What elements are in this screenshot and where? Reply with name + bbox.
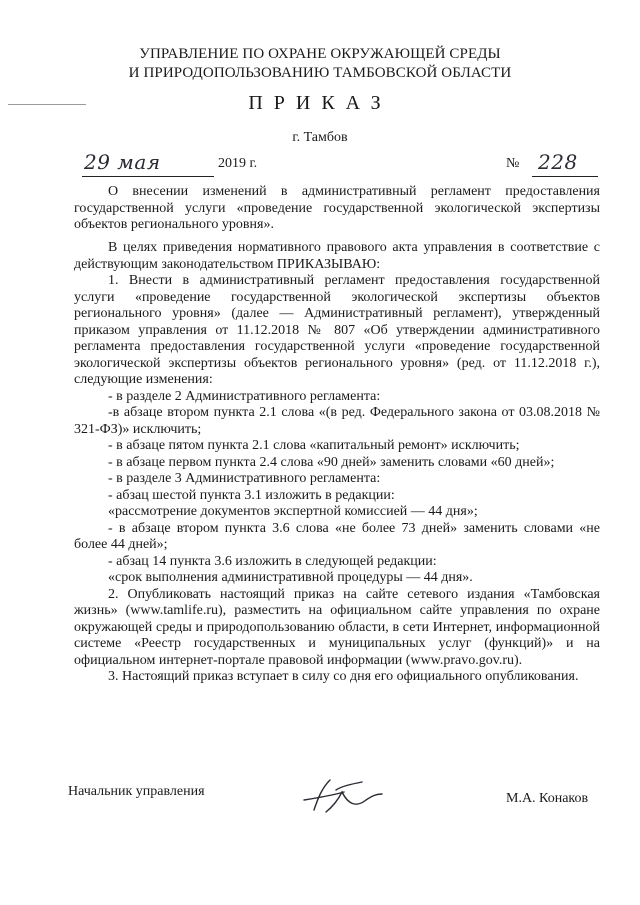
- document-year: 2019 г.: [218, 156, 258, 171]
- change-line: - в абзаце первом пункта 2.4 слова «90 дней» заменить словами «60 дней»;: [108, 454, 555, 470]
- date-field: [82, 152, 214, 177]
- change-line: -в абзаце втором пункта 2.1 слова «(в ред. Федерального закона от 03.08.2018 № 321-ФЗ)» исключить;: [74, 405, 600, 437]
- change-line: - абзац шестой пункта 3.1 изложить в редакции:: [108, 487, 395, 503]
- item-1-paragraph: 1. Внести в административный регламент предоставления государственной услуги «проведение государственной экологической экспертизы объектов регионального уровня» (далее — Административный регламент), утвержденный приказом управления от 11.12.2018 № 807 «Об утверждении административного регламента предоставления государственной услуги «проведение государственной экологической экспертизы объектов регионального уровня» (ред. от 11.12.2018 г.), следующие изменения:: [74, 273, 600, 387]
- handwritten-number: 228: [538, 150, 578, 174]
- change-line: - в абзаце втором пункта 3.6 слова «не более 73 дней» заменить словами «не более 44 дней»;: [74, 520, 600, 552]
- change-line: - в разделе 3 Административного регламента:: [108, 471, 381, 486]
- document-city: г. Тамбов: [292, 130, 348, 145]
- number-label: №: [506, 156, 520, 171]
- change-line: - в разделе 2 Административного регламента:: [108, 388, 381, 404]
- item-2-paragraph: 2. Опубликовать настоящий приказ на сайте сетевого издания «Тамбовская жизнь» (www.tamlife.ru), разместить на официальном сайте управления по охране окружающей среды и природопользованию области, в сети Интернет, информационной системе «Реестр государственных и муниципальных услуг (функций)» и на официальном интернет-портале правовой информации (www.pravo.gov.ru).: [74, 586, 600, 668]
- document-subject: О внесении изменений в административный регламент предоставления государственной услуги «проведение государственной экологической экспертизы объектов регионального уровня».: [74, 184, 600, 232]
- item-3-paragraph: 3. Настоящий приказ вступает в силу со дня его официального опубликования.: [108, 669, 579, 684]
- handwritten-date: 29 мая: [84, 150, 161, 174]
- change-line: «срок выполнения административной процедуры — 44 дня».: [108, 570, 473, 585]
- preamble-paragraph: В целях приведения нормативного правового акта управления в соответствие с действующим законодательством ПРИКАЗЫВАЮ:: [74, 240, 600, 272]
- authority-header-line-2: И ПРИРОДОПОЛЬЗОВАНИЮ ТАМБОВСКОЙ ОБЛАСТИ: [128, 65, 512, 81]
- handwritten-signature: [296, 770, 386, 820]
- signatory-position: Начальник управления: [68, 784, 205, 799]
- document-body: [74, 240, 600, 686]
- authority-header-line-1: УПРАВЛЕНИЕ ПО ОХРАНЕ ОКРУЖАЮЩЕЙ СРЕДЫ: [139, 46, 501, 62]
- signatory-name: М.А. Конаков: [506, 791, 589, 806]
- number-field: [532, 152, 598, 177]
- change-line: - абзац 14 пункта 3.6 изложить в следующей редакции:: [108, 553, 437, 569]
- change-line: «рассмотрение документов экспертной комиссией — 44 дня»;: [108, 504, 478, 519]
- document-title: ПРИКАЗ: [248, 92, 392, 114]
- change-line: - в абзаце пятом пункта 2.1 слова «капитальный ремонт» исключить;: [108, 438, 520, 453]
